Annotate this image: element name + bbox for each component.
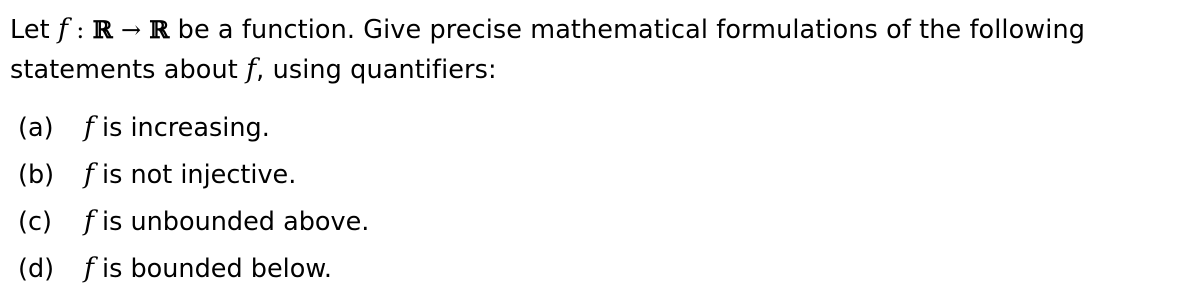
function-symbol: f (84, 206, 94, 237)
item-text: is not injective. (102, 160, 297, 190)
item-text: is bounded below. (102, 254, 332, 284)
item-label: (b) (18, 160, 55, 190)
statement-text-1: be a function. Give precise mathematical formulations of the following (177, 15, 1085, 45)
domain-reals-symbol: ℝ (92, 15, 113, 44)
function-symbol: f (84, 159, 94, 190)
item-text: is unbounded above. (102, 207, 370, 237)
list-item-d (10, 251, 910, 298)
statement-line-2 (10, 50, 1180, 90)
statement-text-2-pre: statements about (10, 55, 238, 85)
problem-statement (10, 10, 1180, 90)
item-label: (d) (18, 254, 55, 284)
statement-list (10, 110, 910, 298)
function-symbol: f (84, 112, 94, 143)
item-label: (a) (18, 113, 54, 143)
maps-to-arrow: → (120, 16, 142, 44)
let-word: Let (10, 15, 50, 45)
list-item-c (10, 204, 910, 251)
item-label: (c) (18, 207, 52, 237)
function-symbol: f (84, 253, 94, 284)
item-text: is increasing. (102, 113, 270, 143)
statement-line-1 (10, 10, 1180, 50)
list-item-b (10, 157, 910, 204)
colon-symbol: : (76, 16, 85, 44)
function-symbol: f (246, 54, 257, 85)
list-item-a (10, 110, 910, 157)
codomain-reals-symbol: ℝ (149, 15, 170, 44)
function-symbol: f (57, 14, 69, 45)
statement-text-2-post: , using quantifiers: (256, 55, 497, 85)
